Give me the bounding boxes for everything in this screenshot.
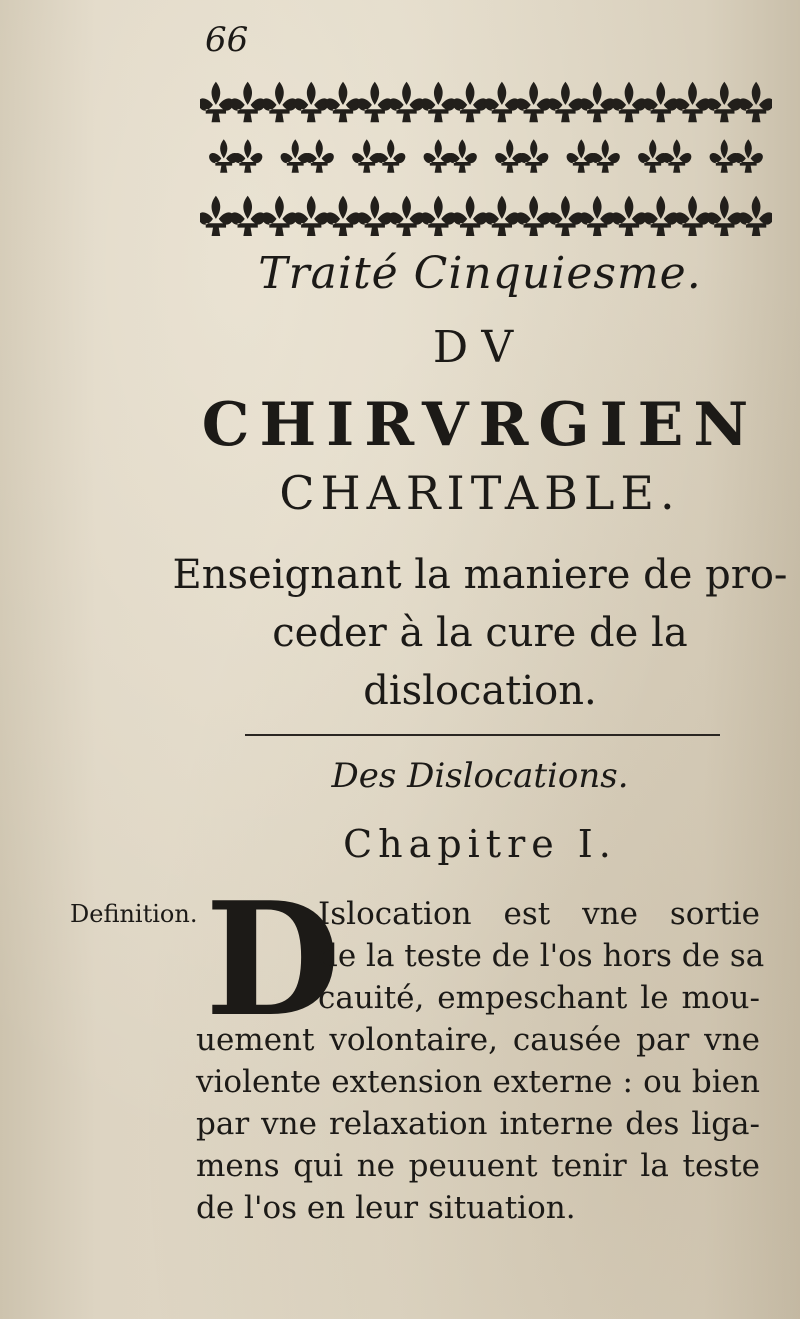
body-line: cauité, empeschant le mou- (318, 980, 760, 1016)
margin-note: Definition. (70, 900, 198, 928)
title-line-1: DV (432, 322, 528, 373)
horizontal-rule (245, 734, 720, 736)
body-line: par vne relaxation interne des liga- (196, 1106, 760, 1142)
body-line: mens qui ne peuuent tenir la teste (196, 1148, 760, 1184)
drop-cap: D (205, 868, 341, 1051)
page-number: 66 (205, 20, 249, 60)
treatise-label: Traité Cinquiesme. (258, 248, 702, 299)
fleur-de-lis-ornament-band (200, 78, 772, 236)
body-line: de l'os en leur situation. (196, 1190, 576, 1226)
subtitle-line-2: ceder à la cure de la (272, 610, 688, 656)
body-line: de la teste de l'os hors de sa (318, 938, 765, 974)
subtitle (120, 546, 800, 720)
subtitle-line-3: dislocation. (363, 668, 597, 714)
subtitle-line-1: Enseignant la maniere de pro- (172, 552, 788, 598)
title-line-3: CHARITABLE. (279, 466, 681, 520)
title-line-2: CHIRVRGIEN (201, 390, 759, 460)
body-line: violente extension externe : ou bien (196, 1064, 760, 1100)
section-title: Des Dislocations. (331, 756, 629, 796)
body-line: uement volontaire, causée par vne (196, 1022, 760, 1058)
chapter-title: Chapitre I. (343, 822, 617, 866)
body-line: Islocation est vne sortie (318, 896, 760, 932)
